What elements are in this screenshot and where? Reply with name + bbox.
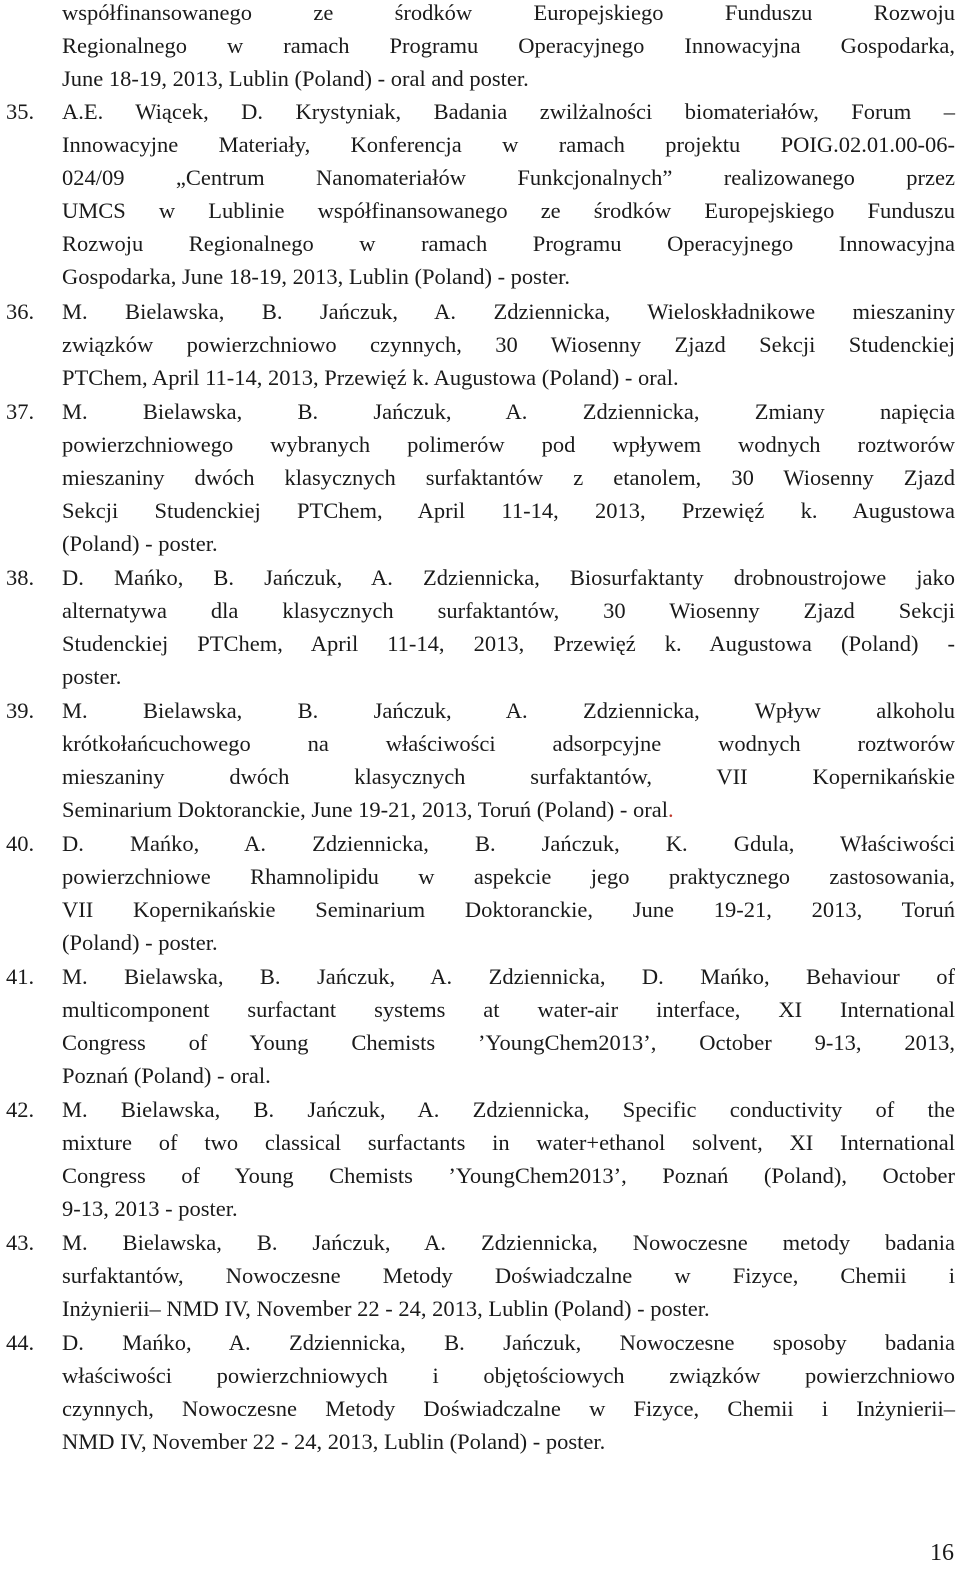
entry-line: Congress of Young Chemists ’YoungChem2013’, Poznań (Poland), October — [62, 1163, 955, 1188]
entry-line: związków powierzchniowo czynnych, 30 Wiosenny Zjazd Sekcji Studenckiej — [62, 332, 955, 357]
entry-line: Rozwoju Regionalnego w ramach Programu Operacyjnego Innowacyjna — [62, 231, 955, 256]
entry-line: alternatywa dla klasycznych surfaktantów, 30 Wiosenny Zjazd Sekcji — [62, 598, 955, 623]
entry-number: 41. — [6, 964, 35, 989]
entry-number: 36. — [6, 299, 35, 324]
entry-line: Congress of Young Chemists ’YoungChem2013’, October 9-13, 2013, — [62, 1030, 955, 1055]
continuation-line: Regionalnego w ramach Programu Operacyjnego Innowacyjna Gospodarka, — [62, 33, 955, 58]
entry-number: 35. — [6, 99, 35, 124]
entry-line: PTChem, April 11-14, 2013, Przewięź k. Augustowa (Poland) - oral. — [62, 365, 679, 390]
entry-line: mixture of two classical surfactants in water+ethanol solvent, XI International — [62, 1130, 955, 1155]
entry-number: 39. — [6, 698, 35, 723]
entry-line: surfaktantów, Nowoczesne Metody Doświadczalne w Fizyce, Chemii i — [62, 1263, 955, 1288]
entry-line — [62, 793, 955, 826]
entry-line: powierzchniowe Rhamnolipidu w aspekcie jego praktycznego zastosowania, — [62, 864, 955, 889]
entry-line: M. Bielawska, B. Jańczuk, A. Zdziennicka, Nowoczesne metody badania — [62, 1230, 955, 1255]
entry-line: multicomponent surfactant systems at water-air interface, XI International — [62, 997, 955, 1022]
entry-line: NMD IV, November 22 - 24, 2013, Lublin (Poland) - poster. — [62, 1429, 606, 1454]
entry-line: mieszaniny dwóch klasycznych surfaktantów, VII Kopernikańskie — [62, 764, 955, 789]
continuation-line: współfinansowanego ze środków Europejskiego Funduszu Rozwoju — [62, 0, 955, 25]
entry-line: D. Mańko, A. Zdziennicka, B. Jańczuk, Nowoczesne sposoby badania — [62, 1330, 955, 1355]
entry-line: Innowacyjne Materiały, Konferencja w ramach projektu POIG.02.01.00-06- — [62, 132, 955, 157]
entry-line: powierzchniowego wybranych polimerów pod wpływem wodnych roztworów — [62, 432, 955, 457]
entry-line: czynnych, Nowoczesne Metody Doświadczalne w Fizyce, Chemii i Inżynierii– — [62, 1396, 955, 1421]
entry-line: 024/09 „Centrum Nanomateriałów Funkcjonalnych” realizowanego przez — [62, 165, 955, 190]
entry-line: właściwości powierzchniowych i objętościowych związków powierzchniowo — [62, 1363, 955, 1388]
entry-line: mieszaniny dwóch klasycznych surfaktantów z etanolem, 30 Wiosenny Zjazd — [62, 465, 955, 490]
entry-number: 43. — [6, 1230, 35, 1255]
entry-line: Poznań (Poland) - oral. — [62, 1063, 271, 1088]
entry-line: M. Bielawska, B. Jańczuk, A. Zdziennicka, Wpływ alkoholu — [62, 698, 955, 723]
entry-line: 9-13, 2013 - poster. — [62, 1196, 238, 1221]
entry-number: 38. — [6, 565, 35, 590]
entry-number: 42. — [6, 1097, 35, 1122]
entry-line-text: Seminarium Doktoranckie, June 19-21, 2013, Toruń (Poland) - oral — [62, 797, 669, 822]
entry-line: Sekcji Studenckiej PTChem, April 11-14, 2013, Przewięź k. Augustowa — [62, 498, 955, 523]
entry-line: poster. — [62, 664, 122, 689]
entry-number: 37. — [6, 399, 35, 424]
entry-line: M. Bielawska, B. Jańczuk, A. Zdziennicka, Wieloskładnikowe mieszaniny — [62, 299, 955, 324]
entry-line: (Poland) - poster. — [62, 531, 218, 556]
trailing-period: . — [668, 797, 674, 822]
entry-line: M. Bielawska, B. Jańczuk, A. Zdziennicka, Zmiany napięcia — [62, 399, 955, 424]
entry-number: 44. — [6, 1330, 35, 1355]
entry-line: Inżynierii– NMD IV, November 22 - 24, 2013, Lublin (Poland) - poster. — [62, 1296, 710, 1321]
continuation-line: June 18-19, 2013, Lublin (Poland) - oral and poster. — [62, 66, 529, 91]
entry-line: krótkołańcuchowego na właściwości adsorpcyjne wodnych roztworów — [62, 731, 955, 756]
entry-number: 40. — [6, 831, 35, 856]
entry-line: (Poland) - poster. — [62, 930, 218, 955]
entry-line: Gospodarka, June 18-19, 2013, Lublin (Poland) - poster. — [62, 264, 571, 289]
entry-line: M. Bielawska, B. Jańczuk, A. Zdziennicka, Specific conductivity of the — [62, 1097, 955, 1122]
entry-line: Studenckiej PTChem, April 11-14, 2013, Przewięź k. Augustowa (Poland) - — [62, 631, 955, 656]
entry-line: D. Mańko, B. Jańczuk, A. Zdziennicka, Biosurfaktanty drobnoustrojowe jako — [62, 565, 955, 590]
page-number: 16 — [930, 1540, 954, 1566]
entry-line: M. Bielawska, B. Jańczuk, A. Zdziennicka, D. Mańko, Behaviour of — [62, 964, 955, 989]
entry-line: D. Mańko, A. Zdziennicka, B. Jańczuk, K. Gdula, Właściwości — [62, 831, 955, 856]
entry-line: VII Kopernikańskie Seminarium Doktoranckie, June 19-21, 2013, Toruń — [62, 897, 955, 922]
entry-line: UMCS w Lublinie współfinansowanego ze środków Europejskiego Funduszu — [62, 198, 955, 223]
entry-line: A.E. Wiącek, D. Krystyniak, Badania zwilżalności biomateriałów, Forum – — [62, 99, 955, 124]
